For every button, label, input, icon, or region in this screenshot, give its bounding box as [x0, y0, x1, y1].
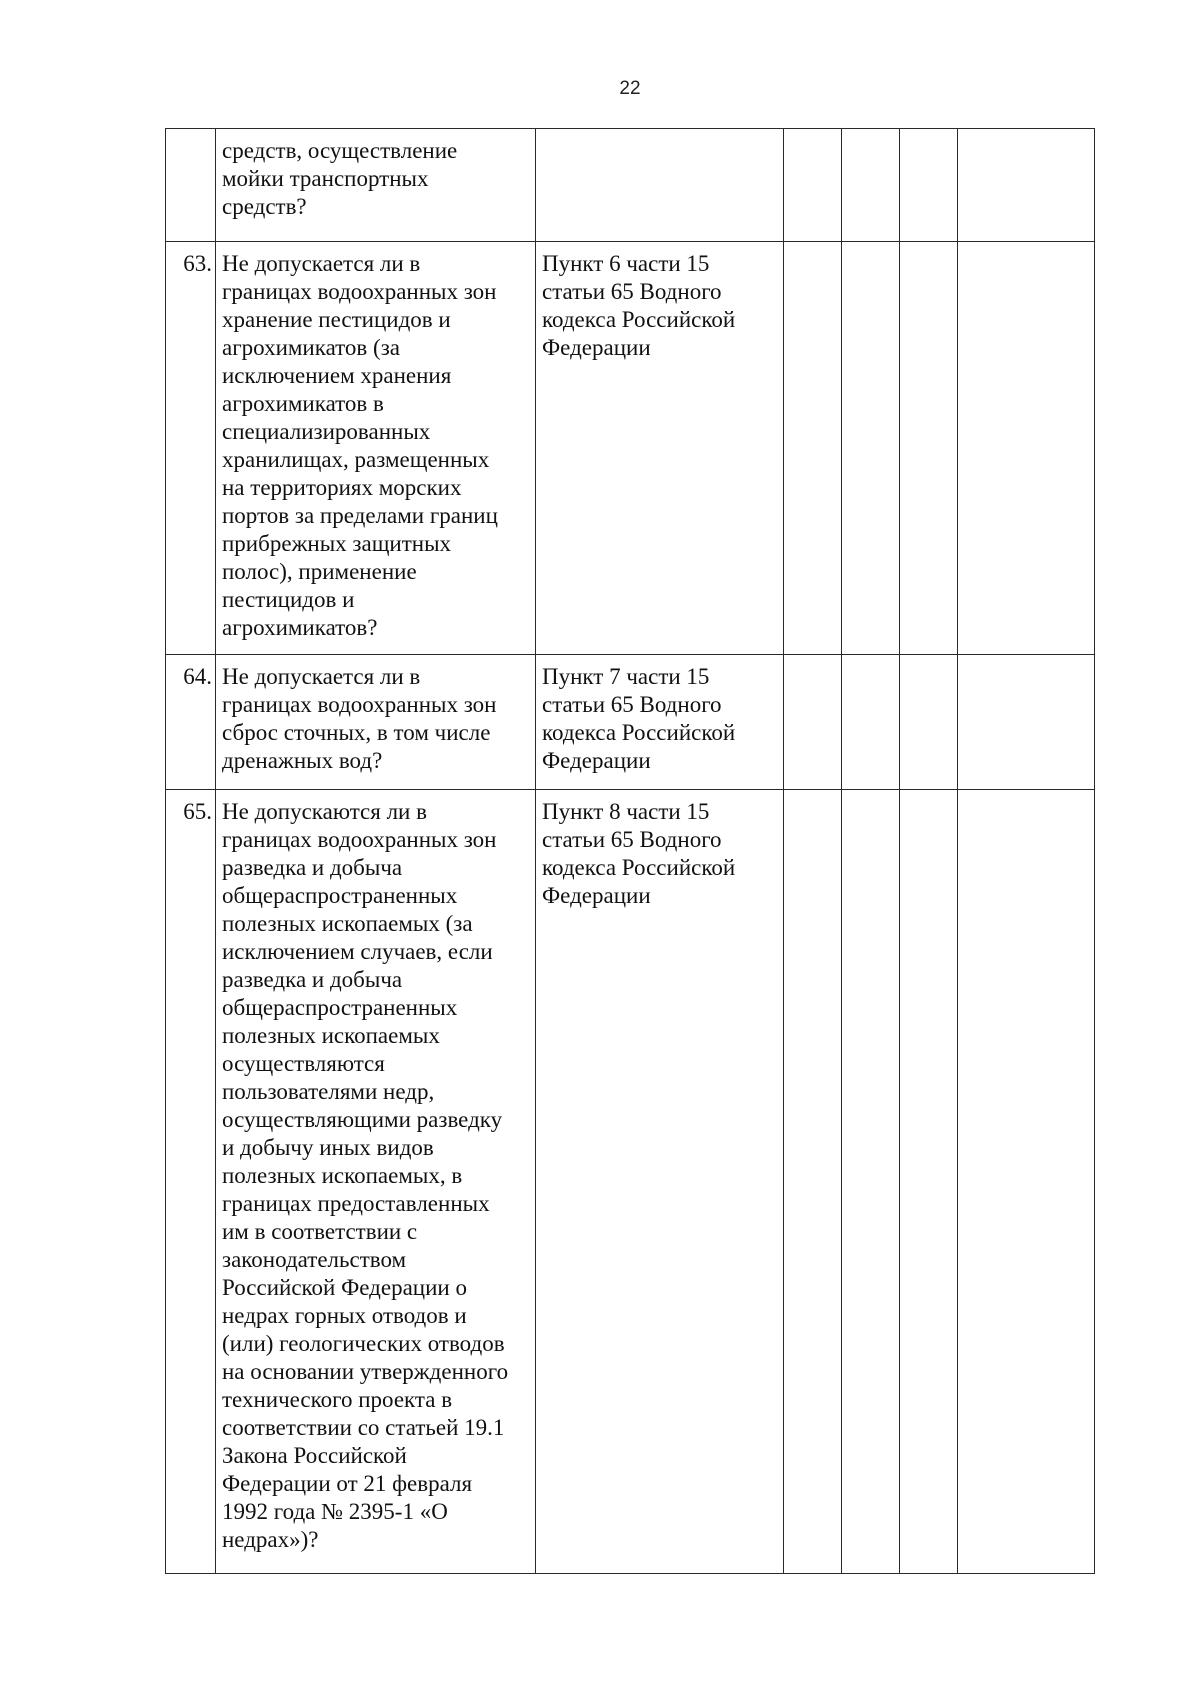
notes-cell[interactable]: [958, 655, 1095, 790]
question-text: Не допускается ли в границах водоохранных зон хранение пестицидов и агрохимикатов (за исключением хранения агрохимикатов в специализированных хранилищах, размещенных на территориях морских портов за пределами границ прибрежных защитных полос), применение пестицидов и агрохимикатов?: [216, 242, 536, 655]
table-row: [166, 242, 1095, 655]
legal-reference: Пункт 8 части 15 статьи 65 Водного кодекса Российской Федерации: [536, 790, 784, 1574]
answer-no-cell[interactable]: [842, 790, 900, 1574]
page-number: 22: [619, 78, 641, 99]
question-text: Не допускается ли в границах водоохранных зон сброс сточных, в том числе дренажных вод?: [216, 655, 536, 790]
question-text: Не допускаются ли в границах водоохранных зон разведка и добыча общераспространенных полезных ископаемых (за исключением случаев, если разведка и добыча общераспространенных полезных ископаемых осуществляются пользователями недр, осуществляющими разведку и добычу иных видов полезных ископаемых, в границах предоставленных им в соответствии с законодательством Российской Федерации о недрах горных отводов и (или) геологических отводов на основании утвержденного технического проекта в соответствии со статьей 19.1 Закона Российской Федерации от 21 февраля 1992 года № 2395-1 «О недрах»)?: [216, 790, 536, 1574]
notes-cell[interactable]: [958, 790, 1095, 1574]
answer-yes-cell[interactable]: [784, 790, 842, 1574]
question-text: средств, осуществление мойки транспортных средств?: [216, 129, 536, 242]
legal-reference: [536, 129, 784, 242]
answer-na-cell[interactable]: [900, 129, 958, 242]
answer-yes-cell[interactable]: [784, 129, 842, 242]
answer-yes-cell[interactable]: [784, 655, 842, 790]
answer-na-cell[interactable]: [900, 790, 958, 1574]
row-number: 65.: [166, 790, 216, 1574]
table-row: [166, 655, 1095, 790]
answer-no-cell[interactable]: [842, 129, 900, 242]
notes-cell[interactable]: [958, 129, 1095, 242]
answer-na-cell[interactable]: [900, 242, 958, 655]
checklist-table: [165, 128, 1095, 1574]
table-row: [166, 129, 1095, 242]
table-row: [166, 790, 1095, 1574]
legal-reference: Пункт 7 части 15 статьи 65 Водного кодекса Российской Федерации: [536, 655, 784, 790]
row-number: 64.: [166, 655, 216, 790]
row-number: 63.: [166, 242, 216, 655]
answer-yes-cell[interactable]: [784, 242, 842, 655]
notes-cell[interactable]: [958, 242, 1095, 655]
legal-reference: Пункт 6 части 15 статьи 65 Водного кодекса Российской Федерации: [536, 242, 784, 655]
answer-no-cell[interactable]: [842, 242, 900, 655]
answer-no-cell[interactable]: [842, 655, 900, 790]
answer-na-cell[interactable]: [900, 655, 958, 790]
row-number: [166, 129, 216, 242]
